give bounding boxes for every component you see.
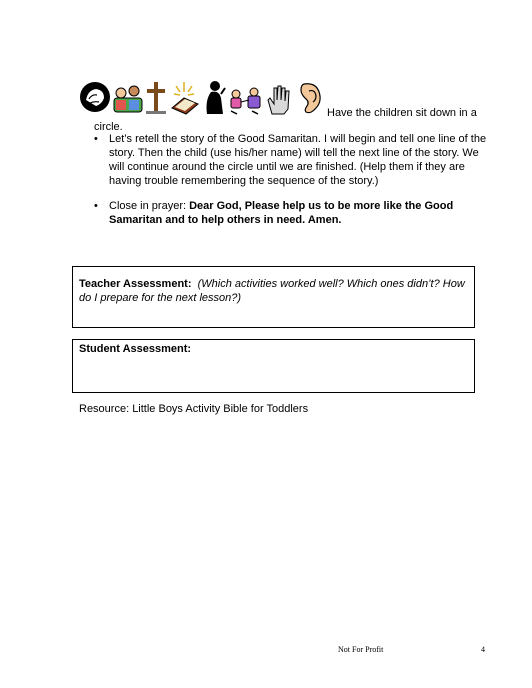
clipart-strip	[76, 78, 326, 116]
teacher-assessment-prompt: (Which activities worked well? Which ones didn’t? How do I prepare for the next lesson?)	[79, 278, 465, 304]
resource-line: Resource: Little Boys Activity Bible for Toddlers	[79, 403, 309, 415]
intro-line: Have the children sit down in a	[327, 107, 477, 119]
praying-icon	[207, 81, 226, 114]
step-list	[94, 132, 490, 227]
bullet-marker: •	[94, 133, 98, 145]
teacher-assessment-box	[72, 266, 475, 328]
ear-icon	[301, 84, 320, 113]
prayer-text: Dear God, Please help us to be more like the Good Samaritan and to help others in need. Amen.	[109, 200, 454, 226]
list-item	[94, 199, 490, 227]
prayer-intro: Close in prayer:	[109, 200, 190, 212]
student-assessment-box	[72, 339, 475, 393]
cross-icon	[146, 82, 166, 114]
bible-icon	[172, 82, 198, 114]
list-item	[94, 132, 490, 188]
footer-text: Not For Profit	[338, 645, 384, 654]
intro-line-continued: circle.	[94, 121, 123, 133]
children-icon	[114, 86, 142, 112]
hand-icon	[268, 86, 289, 114]
head-icon	[80, 82, 110, 112]
icon-strip	[76, 78, 326, 116]
people-icon	[231, 88, 260, 114]
teacher-assessment-label: Teacher Assessment:	[79, 278, 192, 290]
bullet-marker: •	[94, 200, 98, 212]
page-number: 4	[481, 645, 485, 654]
student-assessment-label: Student Assessment:	[79, 343, 192, 355]
retell-instruction: Let’s retell the story of the Good Samaritan. I will begin and tell one line of the story. Then the child (use his/her name) will tell the next line of the story. We will continue around the circle until we are finished. (Help them if they are having trouble remembering the sequence of the story.)	[109, 133, 487, 187]
